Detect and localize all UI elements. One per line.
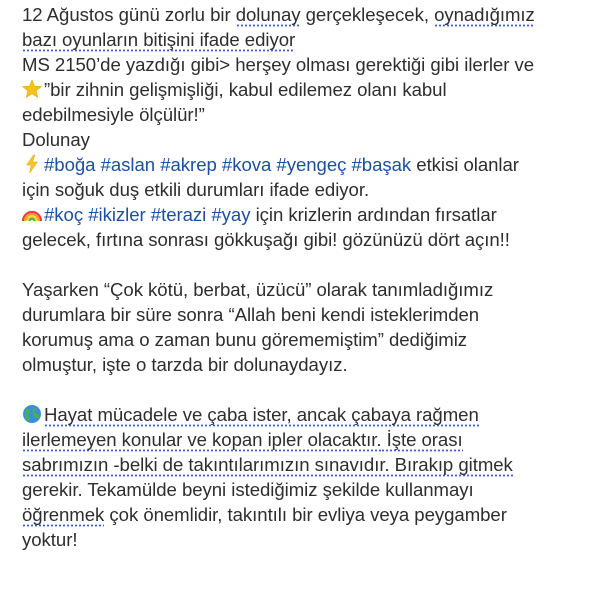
- hashtag-link[interactable]: #terazi: [150, 204, 207, 225]
- underlined-phrase: oynadığımız: [434, 4, 535, 25]
- hashtag-link[interactable]: #ikizler: [88, 204, 146, 225]
- post-line: [22, 202, 601, 227]
- hashtag-link[interactable]: #yay: [211, 204, 251, 225]
- paragraph-spacer: [22, 377, 601, 402]
- text-segment: etkisi olanlar: [411, 154, 519, 175]
- hashtag-link[interactable]: #yengeç: [276, 154, 347, 175]
- post-line: [22, 27, 601, 52]
- text-segment: çok önemlidir, takıntılı bir evliya veya peygamber: [104, 504, 507, 525]
- post-line: Yaşarken “Çok kötü, berbat, üzücü” olarak tanımladığımız: [22, 279, 494, 300]
- hashtag-link[interactable]: #aslan: [100, 154, 156, 175]
- hashtag-link[interactable]: #başak: [351, 154, 412, 175]
- lightning-emoji-icon: [22, 154, 42, 174]
- post-line: olmuştur, işte o tarzda bir dolunaydayız.: [22, 354, 348, 375]
- post-line: Dolunay: [22, 129, 90, 150]
- hashtag-link[interactable]: #kova: [221, 154, 272, 175]
- underlined-phrase: bazı oyunların bitişini ifade ediyor: [22, 29, 296, 50]
- text-segment: ”bir zihnin gelişmişliği, kabul edilemez olanı kabul: [44, 79, 447, 100]
- post-line: [22, 2, 601, 27]
- post-line: için soğuk duş etkili durumları ifade ediyor.: [22, 179, 370, 200]
- rainbow-emoji-icon: [22, 204, 42, 224]
- underlined-phrase: İşte orası: [381, 429, 463, 450]
- post-line: [22, 152, 601, 177]
- paragraph-spacer: [22, 252, 601, 277]
- globe-emoji-icon: [22, 404, 42, 424]
- underlined-phrase: sabrımızın -belki de takıntılarımızın sınavıdır. Bırakıp gitmek: [22, 454, 513, 475]
- post-line: MS 2150’de yazdığı gibi> herşey olması gerektiği gibi ilerler ve: [22, 54, 535, 75]
- post-line: gelecek, fırtına sonrası gökkuşağı gibi! gözünüzü dört açın!!: [22, 229, 510, 250]
- post-line: yoktur!: [22, 529, 78, 550]
- text-segment: için krizlerin ardından fırsatlar: [250, 204, 497, 225]
- post-line: durumlara bir süre sonra “Allah beni kendi isteklerimden: [22, 304, 480, 325]
- post-line: [22, 502, 601, 527]
- hashtag-group: [44, 204, 250, 225]
- underlined-phrase: Hayat mücadele ve çaba ister, ancak çabaya rağmen: [44, 404, 479, 425]
- post-line: korumuş ama o zaman bunu görememiştim” dediğimiz: [22, 329, 468, 350]
- underlined-phrase: dolunay: [235, 4, 301, 25]
- text-segment: gerçekleşecek,: [300, 4, 435, 25]
- hashtag-link[interactable]: #koç: [44, 204, 84, 225]
- post-line: [22, 452, 601, 477]
- post-line: gerekir. Tekamülde beyni istediğimiz şekilde kullanmayı: [22, 479, 474, 500]
- hashtag-link[interactable]: #akrep: [160, 154, 217, 175]
- post-line: [22, 402, 601, 427]
- underlined-phrase: öğrenmek: [22, 504, 105, 525]
- hashtag-group: [44, 154, 411, 175]
- underlined-phrase: ilerlemeyen konular ve kopan ipler olacaktır.: [22, 429, 382, 450]
- post-line: [22, 77, 601, 102]
- star-emoji-icon: [22, 79, 42, 99]
- text-segment: 12 Ağustos günü zorlu bir: [22, 4, 236, 25]
- hashtag-link[interactable]: #boğa: [44, 154, 96, 175]
- post-line: [22, 427, 601, 452]
- post-line: edebilmesiyle ölçülür!”: [22, 104, 205, 125]
